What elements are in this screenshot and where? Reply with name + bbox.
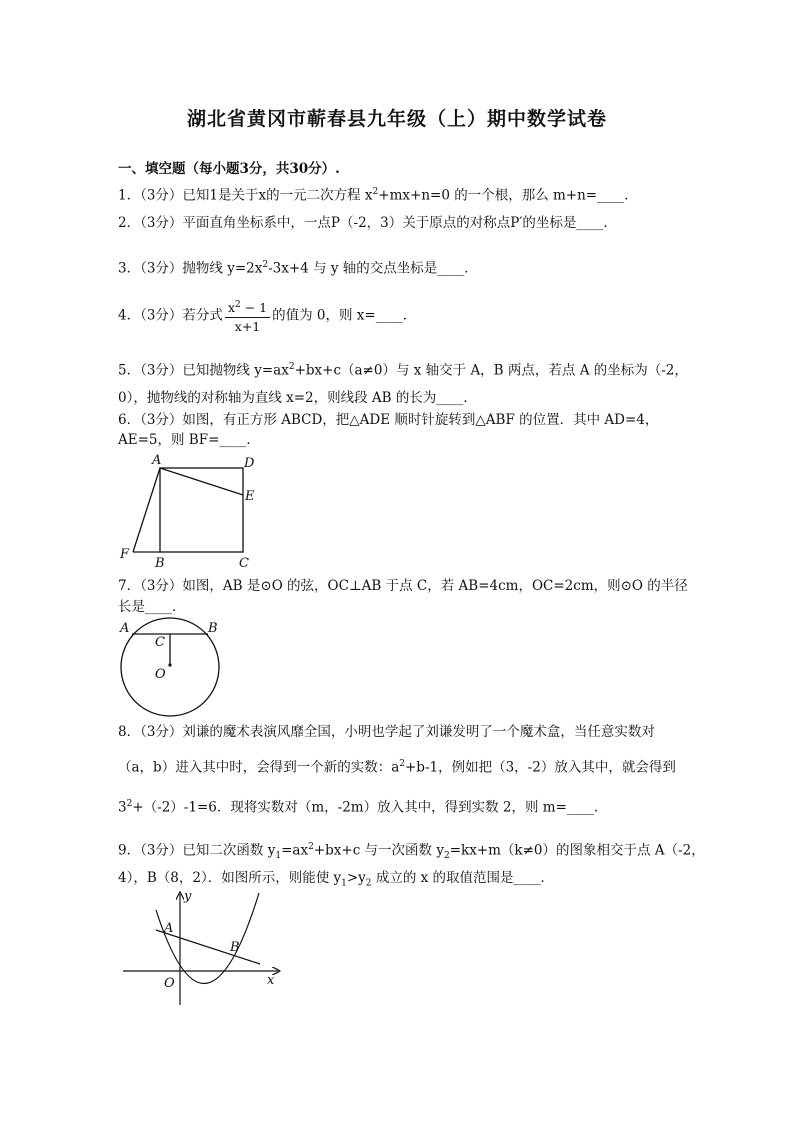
q4-fraction xyxy=(225,296,270,336)
question-7-line-2: 长是____． xyxy=(118,599,186,615)
question-1 xyxy=(118,183,638,205)
question-6-line-2: AE=5，则 BF=____． xyxy=(118,432,260,448)
q1-text-c: +mx+n=0 的一个根，那么 m+n=____． xyxy=(378,187,638,204)
question-9-line-1: 9．（3分）已知二次函数 $y_1=ax^2+bx+c$ 与一次函数 $y_2=kx+m(k\ne 0)$的图象相交于点 A（-2， xyxy=(118,842,705,862)
label-c: C xyxy=(239,556,249,571)
label-o: O xyxy=(164,976,175,991)
label-b: B xyxy=(208,621,218,636)
label-x: x xyxy=(267,973,275,988)
question-5-line-1: 5．（3分）已知抛物线 $y=ax^2+bx+c(a\ne 0)$与 x 轴交于 A，B 两点，若点 A 的坐标为（-2， xyxy=(118,362,688,379)
function-graph xyxy=(118,888,283,1008)
label-e: E xyxy=(245,489,255,504)
square-figure xyxy=(115,452,265,570)
q4-denominator: x+1 xyxy=(234,319,261,335)
q4-text-c: 的值为 0，则 x=____． xyxy=(272,307,417,324)
question-8-line-3: $3^2+(-2)-1=6$．现将实数对（m，-2m）放入其中，得到实数 2，则 m=____． xyxy=(118,799,608,816)
q3-text-a: 3．（3分）抛物线 y=2x xyxy=(118,260,263,277)
square-abcd xyxy=(160,468,243,552)
circle-figure xyxy=(115,618,230,718)
q4-numerator: $x^2 - 1$ xyxy=(225,296,270,318)
section-heading: 一、填空题（每小题3分，共30分）. xyxy=(118,161,340,177)
question-8-line-1: 8．（3分）刘谦的魔术表演风靡全国，小明也学起了刘谦发明了一个魔术盒，当任意实数对 xyxy=(118,724,655,740)
q1-exponent: 2 xyxy=(372,187,379,197)
label-a: A xyxy=(152,453,162,468)
center-dot xyxy=(168,663,171,666)
q1-text-a: 1．（3分）已知1是关于x的一元二次方程 x xyxy=(118,187,373,204)
label-b: B xyxy=(155,556,165,571)
question-8-line-2: （a，b）进入其中时，会得到一个新的实数：$a^2+b-1$，例如把（3，-2）放入其中，就会得到 xyxy=(118,759,676,776)
label-f: F xyxy=(120,547,130,562)
parabola-y1 xyxy=(156,893,259,983)
label-d: D xyxy=(244,456,255,471)
label-c: C xyxy=(155,635,165,650)
label-b: B xyxy=(230,940,240,955)
label-y: y xyxy=(184,889,192,904)
question-2: 2．（3分）平面直角坐标系中，一点P（-2，3）关于原点的对称点P′的坐标是____． xyxy=(118,215,617,231)
question-9-line-2: 4），B（8，2）．如图所示，则能使 $y_1>y_2$ 成立的 x 的取值范围是____． xyxy=(118,870,555,889)
label-a: A xyxy=(120,621,130,636)
segment-ae xyxy=(160,468,243,495)
question-7-line-1: 7．（3分）如图，AB 是⊙O 的弦，OC⊥AB 于点 C，若 AB=4cm，OC=2cm，则⊙O 的半径 xyxy=(118,578,688,594)
question-3 xyxy=(118,256,478,278)
label-o: O xyxy=(155,667,166,682)
q3-text-c: -3x+4 与 y 轴的交点坐标是____． xyxy=(268,260,478,277)
question-4 xyxy=(118,296,416,336)
page-title: 湖北省黄冈市蕲春县九年级（上）期中数学试卷 xyxy=(186,108,607,130)
segment-af xyxy=(133,468,160,552)
circle-o xyxy=(121,618,219,716)
question-6-line-1: 6．（3分）如图，有正方形 ABCD，把△ADE 顺时针旋转到△ABF 的位置．其中 AD=4， xyxy=(118,412,659,428)
q4-text-a: 4．（3分）若分式 xyxy=(118,307,223,324)
label-a: A xyxy=(164,921,174,936)
question-5-line-2: 0），抛物线的对称轴为直线 x=2，则线段 AB 的长为____． xyxy=(118,390,477,406)
q3-exponent: 2 xyxy=(262,260,269,270)
